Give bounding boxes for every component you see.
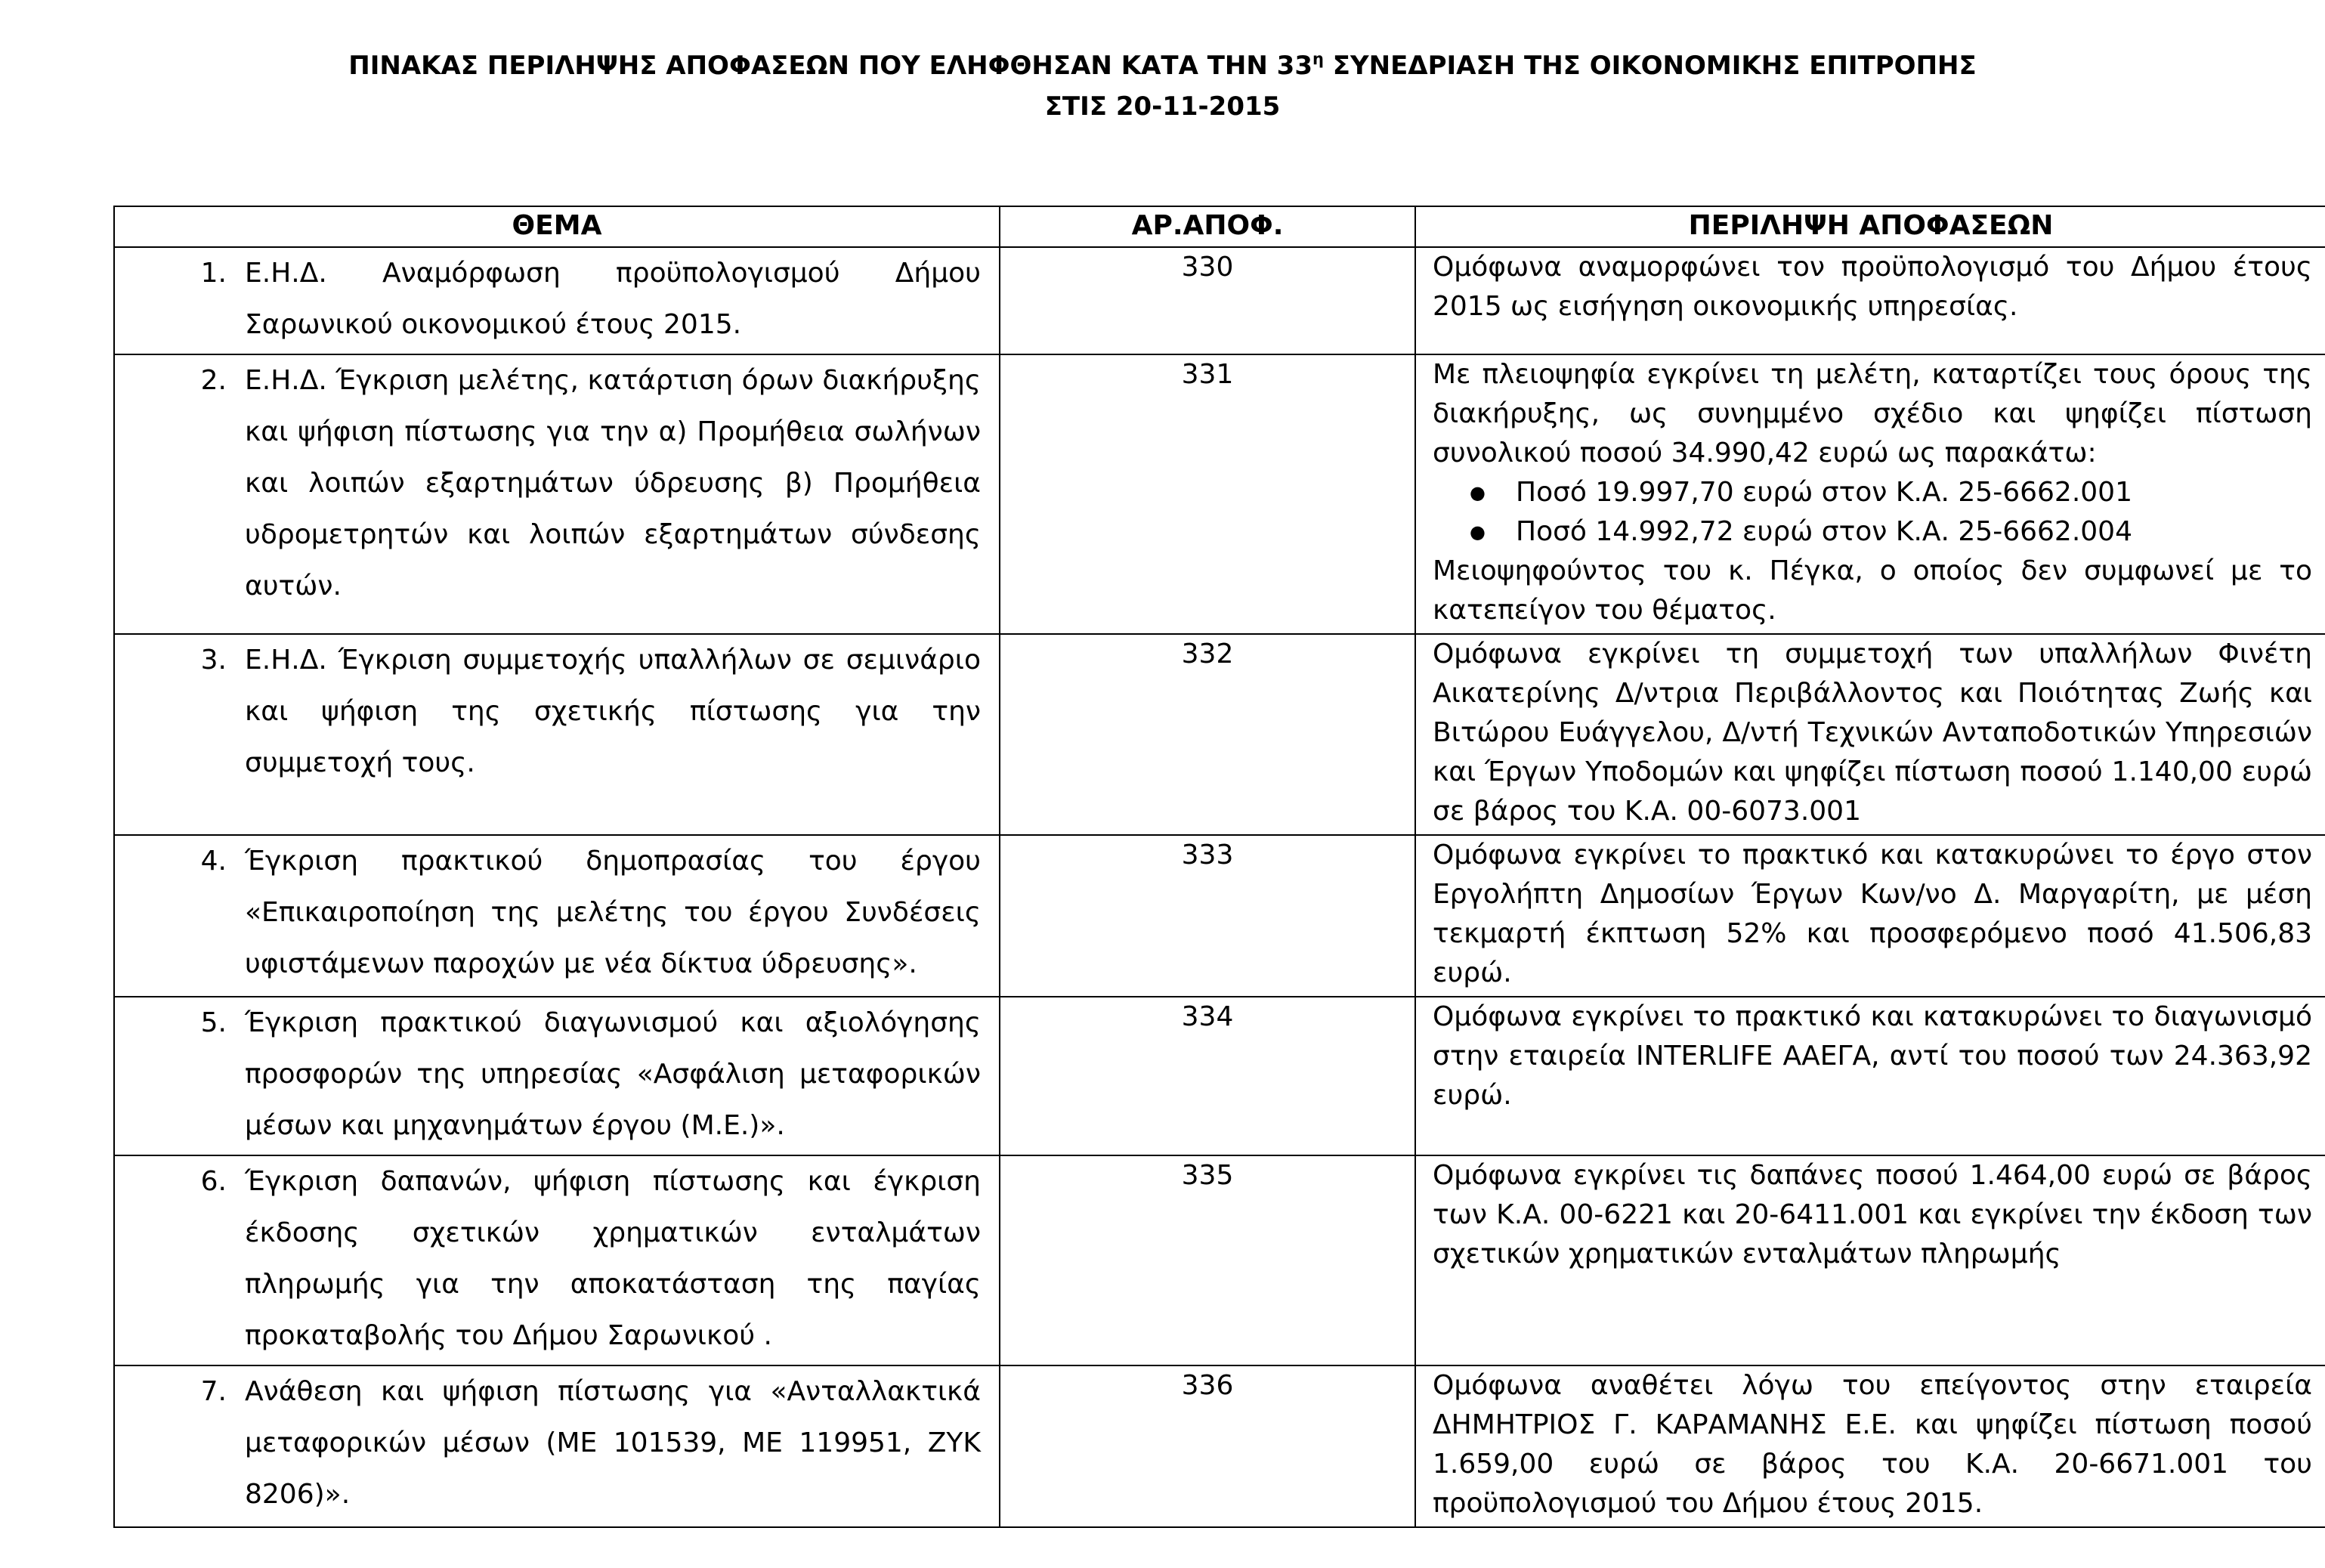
table-row: [114, 354, 2325, 634]
summary-text: Με πλειοψηφία εγκρίνει τη μελέτη, καταρτίζει τους όρους της διακήρυξης, ως συνημμένο σχέδιο και ψηφίζει πίστωση συνολικού ποσού 34.990,42 ευρώ ως παρακάτω:: [1433, 359, 2312, 469]
bullet-icon: ●: [1470, 482, 1486, 503]
header-theme: ΘΕΜΑ: [114, 206, 1000, 247]
summary-cell: [1415, 354, 2325, 634]
summary-cell: [1415, 634, 2325, 835]
summary-cell: [1415, 1155, 2325, 1365]
amount-bullet-list: [1433, 473, 2312, 552]
header-summary: ΠΕΡΙΛΗΨΗ ΑΠΟΦΑΣΕΩΝ: [1415, 206, 2325, 247]
theme-text: Ανάθεση και ψήφιση πίστωσης για «Ανταλλακτικά μεταφορικών μέσων (ΜΕ 101539, ΜΕ 119951, ΖΥΚ 8206)».: [245, 1376, 981, 1510]
item-number: 6.: [200, 1166, 227, 1197]
decision-number: 336: [1000, 1365, 1415, 1527]
item-number: 7.: [200, 1376, 227, 1407]
title-line-1: [0, 45, 2325, 86]
theme-cell: [114, 1365, 1000, 1527]
decision-number: 332: [1000, 634, 1415, 835]
decision-number: 335: [1000, 1155, 1415, 1365]
theme-cell: [114, 634, 1000, 835]
decisions-table: [113, 206, 2325, 1528]
summary-cell: [1415, 247, 2325, 354]
table-header-row: [114, 206, 2325, 247]
header-decision-no: ΑΡ.ΑΠΟΦ.: [1000, 206, 1415, 247]
bullet-text: Ποσό 14.992,72 ευρώ στον Κ.Α. 25-6662.004: [1516, 516, 2132, 547]
item-number: 4.: [200, 846, 227, 877]
table-row: [114, 1155, 2325, 1365]
bullet-text: Ποσό 19.997,70 ευρώ στον Κ.Α. 25-6662.001: [1516, 477, 2132, 508]
summary-cell: [1415, 835, 2325, 997]
title-superscript: η: [1312, 50, 1324, 68]
summary-text: Ομόφωνα εγκρίνει το πρακτικό και κατακυρώνει το έργο στον Εργολήπτη Δημοσίων Έργων Κων/νο Δ. Μαργαρίτη, με μέση τεκμαρτή έκπτωση 52% και προσφερόμενο ποσό 41.506,83 ευρώ.: [1433, 840, 2312, 988]
decision-number: 333: [1000, 835, 1415, 997]
summary-note: Μειοψηφούντος του κ. Πέγκα, ο οποίος δεν συμφωνεί με το κατεπείγον του θέματος.: [1433, 555, 2312, 626]
summary-text: Ομόφωνα εγκρίνει τη συμμετοχή των υπαλλήλων Φινέτη Αικατερίνης Δ/ντρια Περιβάλλοντος και Ποιότητας Ζωής και Βιτώρου Ευάγγελου, Δ/ντή Τεχνικών Ανταποδοτικών Υπηρεσιών και Έργων Υποδομών και ψηφίζει πίστωση ποσού 1.140,00 ευρώ σε βάρος του Κ.Α. 00-6073.001: [1433, 639, 2312, 827]
list-item: [1433, 473, 2312, 512]
title-line-1-text: ΠΙΝΑΚΑΣ ΠΕΡΙΛΗΨΗΣ ΑΠΟΦΑΣΕΩΝ ΠΟΥ ΕΛΗΦΘΗΣΑΝ ΚΑΤΑ ΤΗΝ 33: [348, 51, 1312, 81]
title-line-1-rest: ΣΥΝΕΔΡΙΑΣΗ ΤΗΣ ΟΙΚΟΝΟΜΙΚΗΣ ΕΠΙΤΡΟΠΗΣ: [1323, 51, 1977, 81]
bullet-icon: ●: [1470, 521, 1486, 543]
item-number: 5.: [200, 1007, 227, 1038]
document-title: [0, 45, 2325, 127]
theme-text: Ε.Η.Δ. Αναμόρφωση προϋπολογισμού Δήμου Σαρωνικού οικονομικού έτους 2015.: [245, 258, 981, 340]
theme-cell: [114, 247, 1000, 354]
summary-cell: [1415, 1365, 2325, 1527]
summary-text: Ομόφωνα αναμορφώνει τον προϋπολογισμό του Δήμου έτους 2015 ως εισήγηση οικονομικής υπηρεσίας.: [1433, 252, 2312, 322]
summary-text: Ομόφωνα εγκρίνει τις δαπάνες ποσού 1.464,00 ευρώ σε βάρος των Κ.Α. 00-6221 και 20-6411.001 και εγκρίνει την έκδοση των σχετικών χρηματικών ενταλμάτων πληρωμής: [1433, 1160, 2312, 1270]
item-number: 1.: [200, 258, 227, 289]
theme-text: Ε.Η.Δ. Έγκριση μελέτης, κατάρτιση όρων διακήρυξης και ψήφιση πίστωσης για την α) Προμήθεια σωλήνων και λοιπών εξαρτημάτων ύδρευσης β) Προμήθεια υδρομετρητών και λοιπών εξαρτημάτων σύνδεσης αυτών.: [245, 365, 981, 602]
decision-number: 331: [1000, 354, 1415, 634]
summary-text: Ομόφωνα εγκρίνει το πρακτικό και κατακυρώνει το διαγωνισμό στην εταιρεία INTERLIFE ΑΑΕΓΑ, αντί του ποσού των 24.363,92 ευρώ.: [1433, 1001, 2312, 1111]
theme-cell: [114, 1155, 1000, 1365]
table-row: [114, 634, 2325, 835]
item-number: 2.: [200, 365, 227, 396]
decision-number: 334: [1000, 997, 1415, 1155]
table-row: [114, 1365, 2325, 1527]
theme-text: Ε.Η.Δ. Έγκριση συμμετοχής υπαλλήλων σε σεμινάριο και ψήφιση της σχετικής πίστωσης για την συμμετοχή τους.: [245, 645, 981, 778]
theme-text: Έγκριση δαπανών, ψήφιση πίστωσης και έγκριση έκδοσης σχετικών χρηματικών ενταλμάτων πληρωμής για την αποκατάσταση της παγίας προκαταβολής του Δήμου Σαρωνικού .: [245, 1166, 981, 1351]
title-line-2: ΣΤΙΣ 20-11-2015: [1044, 91, 1281, 122]
theme-text: Έγκριση πρακτικού δημοπρασίας του έργου «Επικαιροποίηση της μελέτης του έργου Συνδέσεις υφιστάμενων παροχών με νέα δίκτυα ύδρευσης».: [245, 846, 981, 979]
list-item: [1433, 512, 2312, 552]
item-number: 3.: [200, 645, 227, 676]
table-row: [114, 835, 2325, 997]
table-row: [114, 997, 2325, 1155]
theme-cell: [114, 997, 1000, 1155]
summary-text: Ομόφωνα αναθέτει λόγω του επείγοντος στην εταιρεία ΔΗΜΗΤΡΙΟΣ Γ. ΚΑΡΑΜΑΝΗΣ Ε.Ε. και ψηφίζει πίστωση ποσού 1.659,00 ευρώ σε βάρος του Κ.Α. 20-6671.001 του προϋπολογισμού του Δήμου έτους 2015.: [1433, 1370, 2312, 1519]
theme-text: Έγκριση πρακτικού διαγωνισμού και αξιολόγησης προσφορών της υπηρεσίας «Ασφάλιση μεταφορικών μέσων και μηχανημάτων έργου (Μ.Ε.)».: [245, 1007, 981, 1141]
theme-cell: [114, 354, 1000, 634]
theme-cell: [114, 835, 1000, 997]
table-row: [114, 247, 2325, 354]
decision-number: 330: [1000, 247, 1415, 354]
summary-cell: [1415, 997, 2325, 1155]
